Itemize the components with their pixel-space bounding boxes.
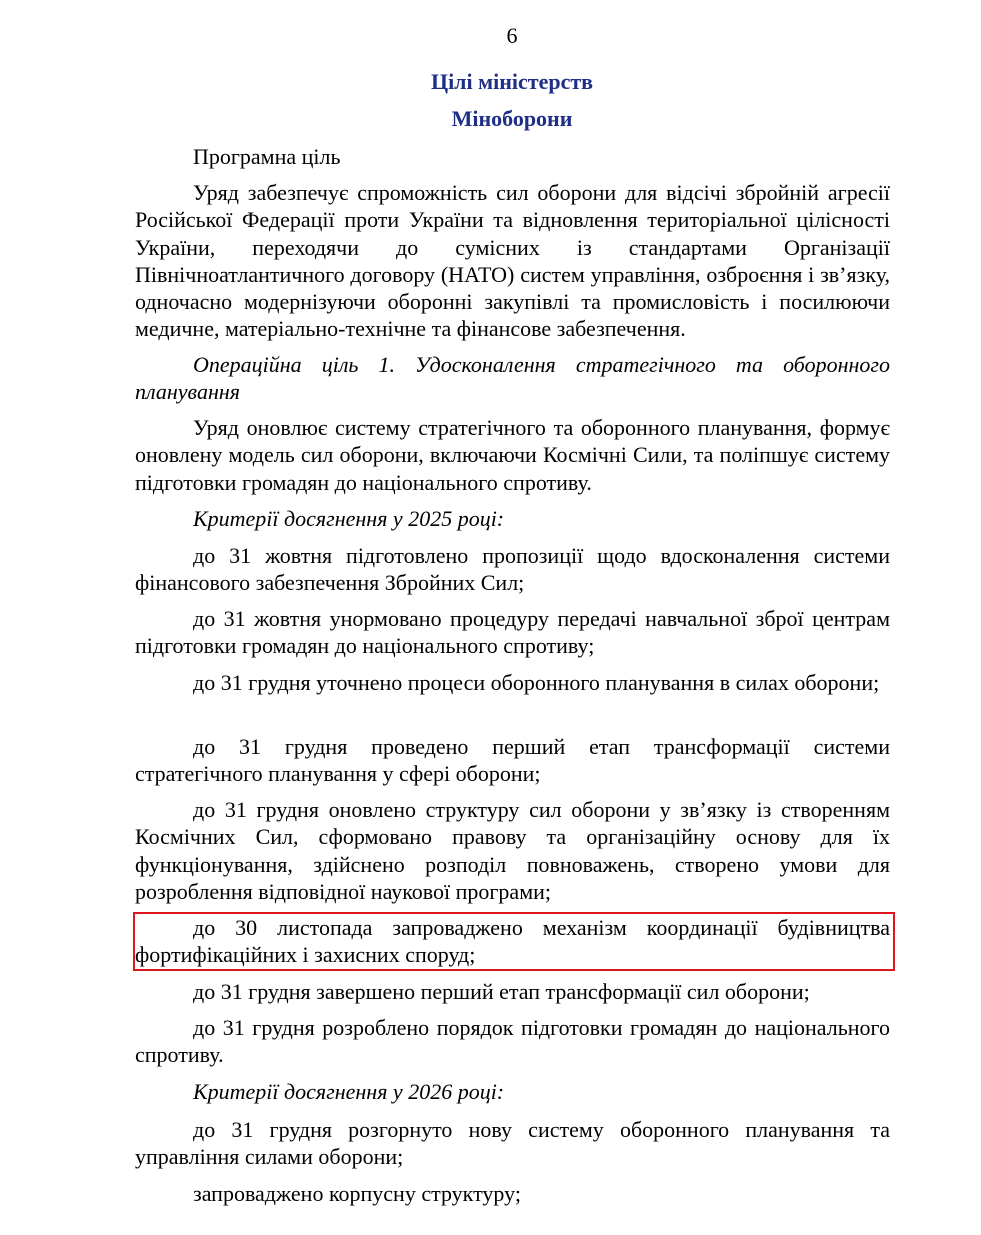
program-goal-label: Програмна ціль xyxy=(193,144,341,169)
criteria-2025-item: до 31 жовтня унормовано процедуру передачі навчальної зброї центрам підготовки громадян до національного спротиву; xyxy=(135,606,890,659)
criteria-2026-item: до 31 грудня розгорнуто нову систему оборонного планування та управління силами оборони; xyxy=(135,1117,890,1170)
operational-goal-heading: Операційна ціль 1. Удосконалення стратегічного та оборонного планування xyxy=(135,352,890,405)
program-goal-text: Уряд забезпечує спроможність сил оборони для відсічі збройній агресії Російської Федерації проти України та відновлення територіальної цілісності України, переходячи до сумісних із стандартами Організації Північноатлантичного договору (НАТО) систем управління, озброєння і зв’язку, одночасно модернізуючи оборонні закупівлі та промисловість і посилюючи медичне, матеріально-технічне та фінансове забезпечення. xyxy=(135,180,890,342)
criteria-2026-item: запроваджено корпусну структуру; xyxy=(193,1181,521,1206)
criteria-2025-item-highlighted: до 30 листопада запроваджено механізм координації будівництва фортифікаційних і захисних споруд; xyxy=(135,915,890,968)
criteria-2025-item: до 31 грудня уточнено процеси оборонного планування в силах оборони; xyxy=(193,670,880,695)
criteria-2025-item: до 31 грудня розроблено порядок підготовки громадян до національного спротиву. xyxy=(135,1015,890,1068)
ministry-title: Міноборони xyxy=(451,106,573,131)
page-number: 6 xyxy=(506,23,518,48)
criteria-2025-item: до 31 жовтня підготовлено пропозиції щодо вдосконалення системи фінансового забезпечення Збройних Сил; xyxy=(135,543,890,596)
criteria-2025-item: до 31 грудня оновлено структуру сил оборони у зв’язку із створенням Космічних Сил, сформовано правову та організаційну основу для їх функціонування, здійснено розподіл повноважень, створено умови для розроблення відповідної наукової програми; xyxy=(135,797,890,904)
criteria-2025-item: до 31 грудня проведено перший етап трансформації системи стратегічного планування у сфері оборони; xyxy=(135,734,890,787)
section-title: Цілі міністерств xyxy=(430,69,594,94)
criteria-2025-item: до 31 грудня завершено перший етап трансформації сил оборони; xyxy=(193,979,810,1004)
criteria-2025-label: Критерії досягнення у 2025 році: xyxy=(193,506,505,531)
operational-goal-text: Уряд оновлює систему стратегічного та оборонного планування, формує оновлену модель сил оборони, включаючи Космічні Сили, та поліпшує систему підготовки громадян до національного спротиву. xyxy=(135,415,890,495)
criteria-2026-label: Критерії досягнення у 2026 році: xyxy=(193,1079,505,1104)
